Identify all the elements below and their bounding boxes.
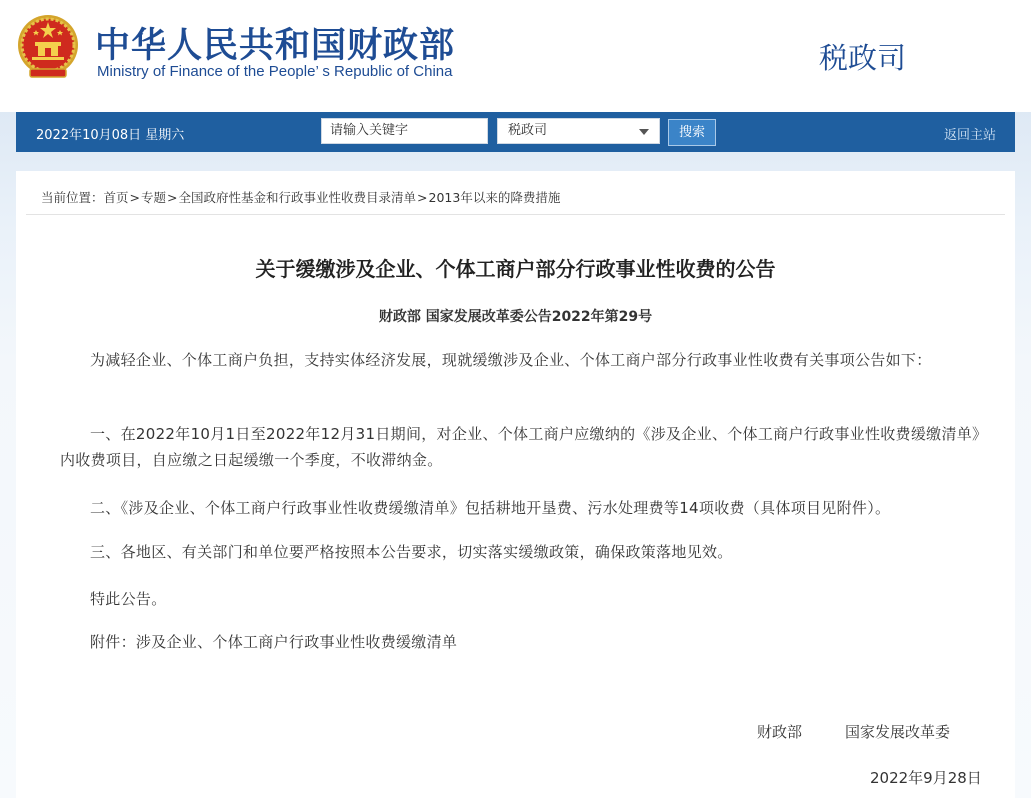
search-button[interactable]: 搜索 <box>668 119 716 146</box>
paragraph-item-3: 三、各地区、有关部门和单位要严格按照本公告要求，切实落实缓缴政策，确保政策落地见效。 <box>90 543 733 561</box>
breadcrumb-item-measures[interactable]: 2013年以来的降费措施 <box>428 190 561 205</box>
breadcrumb-item-catalog[interactable]: 全国政府性基金和行政事业性收费目录清单 <box>178 190 417 205</box>
content-panel <box>16 171 1015 798</box>
breadcrumb-item-home[interactable]: 首页 <box>103 190 129 205</box>
paragraph-closing: 特此公告。 <box>90 590 167 608</box>
signer-ndrc: 国家发展改革委 <box>845 723 951 741</box>
current-date: 2022年10月08日 星期六 <box>36 128 185 143</box>
breadcrumb: 当前位置：首页>专题>全国政府性基金和行政事业性收费目录清单>2013年以来的降费措施 <box>41 190 561 205</box>
site-header <box>0 0 1031 112</box>
article-title: 关于缓缴涉及企业、个体工商户部分行政事业性收费的公告 <box>255 257 776 281</box>
search-input[interactable]: 请输入关键字 <box>321 118 488 144</box>
breadcrumb-prefix: 当前位置： <box>41 190 104 205</box>
nav-bar <box>16 112 1015 152</box>
article-date: 2022年9月28日 <box>870 769 982 787</box>
department-name: 税政司 <box>819 41 907 75</box>
section-select[interactable] <box>497 118 660 144</box>
breadcrumb-item-topics[interactable]: 专题 <box>141 190 167 205</box>
paragraph-intro: 为减轻企业、个体工商户负担，支持实体经济发展，现就缓缴涉及企业、个体工商户部分行政事业性收费有关事项公告如下： <box>90 351 932 369</box>
divider <box>26 214 1005 215</box>
site-title-en: Ministry of Finance of the People’ s Republic of China <box>97 63 453 80</box>
home-link[interactable]: 返回主站 <box>943 128 996 143</box>
national-emblem-icon[interactable] <box>16 13 80 81</box>
paragraph-attachment[interactable]: 附件：涉及企业、个体工商户行政事业性收费缓缴清单 <box>90 633 458 651</box>
chevron-down-icon <box>639 129 649 135</box>
signer-mof: 财政部 <box>757 723 803 741</box>
paragraph-item-2: 二、《涉及企业、个体工商户行政事业性收费缓缴清单》包括耕地开垦费、污水处理费等14项收费（具体项目见附件）。 <box>90 499 891 517</box>
site-title-cn: 中华人民共和国财政部 <box>95 26 456 66</box>
section-select-value: 税政司 <box>508 123 548 138</box>
article-subtitle: 财政部 国家发展改革委公告2022年第29号 <box>378 309 653 325</box>
paragraph-item-1: 一、在2022年10月1日至2022年12月31日期间，对企业、个体工商户应缴纳的《涉及企业、个体工商户行政事业性收费缓缴清单》内收费项目，自应缴之日起缓缴一个季度，不收滞纳金。 <box>60 425 980 469</box>
